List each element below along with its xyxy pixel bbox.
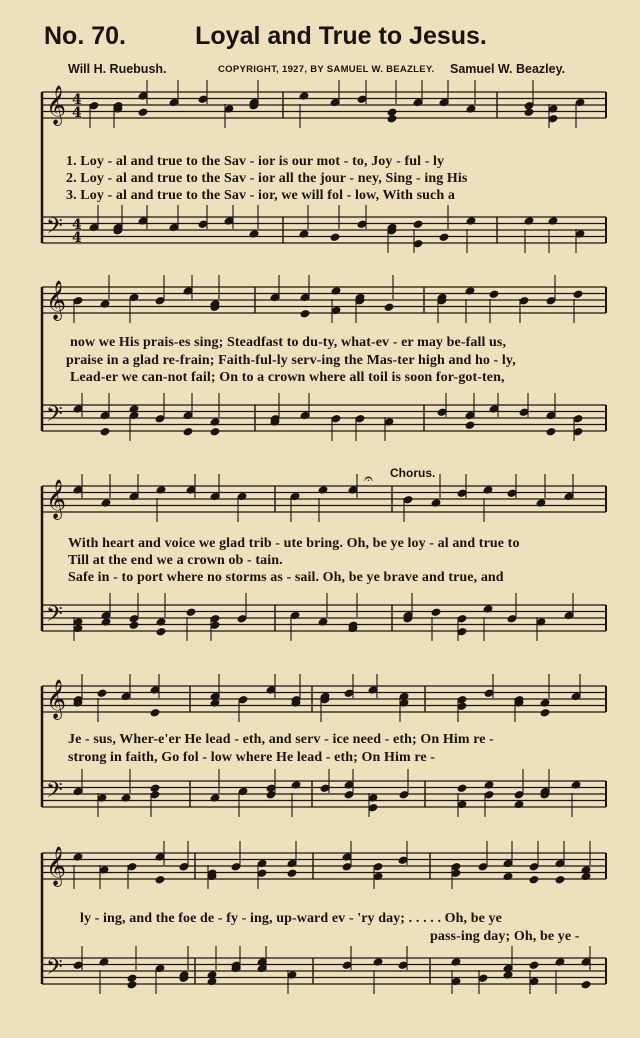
note-head [555,875,566,885]
svg-text:4: 4 [72,105,82,121]
note-head [571,780,582,790]
note-head [156,617,167,627]
note-head [331,286,342,296]
treble-clef-icon: 𝄞 [46,479,67,519]
note-head [287,868,298,878]
time-signature: 4 [72,217,82,233]
note-head [581,980,592,990]
note-head [156,485,167,495]
note-head [210,427,221,437]
note-head [121,793,132,803]
lyricist-credit: Will H. Ruebush. [68,62,167,76]
note-head [466,216,477,226]
lyric-line: strong in faith, Go fol - low where He lead - eth; On Him re - [68,750,436,765]
note-head [529,875,540,885]
note-head [439,232,450,242]
treble-clef-icon: 𝄞 [46,679,67,719]
lyric-line: praise in a glad re-frain; Faith-ful-ly serv-ing the Mas-ter high and ho - ly, [66,353,516,368]
note-head [291,780,302,790]
note-head [100,427,111,437]
treble-clef-icon: 𝄞 [46,846,67,886]
lyric-line: Je - sus, Wher-e'er He lead - eth, and serv - ice need - eth; On Him re - [68,732,494,747]
note-head [207,977,218,987]
lyric-line: With heart and voice we glad trib - ute bring. Oh, be ye loy - al and true to [68,536,520,551]
note-head [413,219,424,229]
note-head [97,688,108,698]
bass-clef-icon: 𝄢 [46,602,63,632]
note-head [299,91,310,101]
note-head [536,498,547,508]
note-head [465,286,476,296]
note-head [384,302,395,312]
note-head [451,957,462,967]
note-head [101,617,112,627]
treble-clef-icon: 𝄞 [46,280,67,320]
bass-clef-icon: 𝄢 [46,955,63,985]
lyric-line: 1. Loy - al and true to the Sav - ior is our mot - to, Joy - ful - ly [66,154,445,169]
lyric-line: pass-ing day; Oh, be ye - [430,929,580,944]
note-head [318,617,329,627]
note-head [300,309,311,319]
note-head [483,485,494,495]
lyric-line: ly - ing, and the foe de - fy - ing, up-ward ev - 'ry day; . . . . . Oh, be ye [80,911,502,926]
note-head [466,104,477,114]
note-head [100,299,111,309]
note-head [548,216,559,226]
note-head [546,427,557,437]
note-head [73,852,84,862]
note-head [489,289,500,299]
note-head [529,960,540,970]
chorus-label: Chorus. [390,466,436,480]
note-head [514,800,525,810]
note-head [249,229,260,239]
lyric-line: 2. Loy - al and true to the Sav - ior all the jour - ney, Sing - ing His [66,171,468,186]
note-head [581,872,592,882]
lyric-line: Safe in - to port where no storms as - sail. Oh, be ye brave and true, and [68,570,504,585]
treble-clef-icon: 𝄞 [46,85,67,125]
note-head [540,698,551,708]
note-head [186,607,197,617]
time-signature: 4 [72,92,82,108]
lyric-line: Lead-er we can-not fail; On to a crown where all toil is soon for-got-ten, [70,370,505,385]
note-head [540,708,551,718]
bass-clef-icon: 𝄢 [46,214,63,244]
note-head [129,620,140,630]
note-head [483,604,494,614]
note-head [484,780,495,790]
hymn-title: Loyal and True to Jesus. [195,22,487,50]
lyric-line: now we His prais-es sing; Steadfast to du-ty, what-ev - er may be-fall us, [70,335,507,350]
note-head [373,957,384,967]
note-head [318,485,329,495]
note-head [330,232,341,242]
note-head [299,229,310,239]
lyric-line: 3. Loy - al and true to the Sav - ior, we will fol - low, With such a [66,188,455,203]
composer-credit: Samuel W. Beazley. [450,62,566,76]
fermata-icon: 𝄐 [364,469,373,488]
note-head [431,607,442,617]
note-head [457,783,468,793]
note-head [183,427,194,437]
note-head [210,417,221,427]
note-head [503,872,514,882]
note-head [127,980,138,990]
note-head [150,708,161,718]
note-head [210,793,221,803]
lyric-line: Till at the end we a crown ob - tain. [68,553,283,568]
note-head [431,498,442,508]
note-head [573,289,584,299]
note-head [156,627,167,637]
note-head [524,216,535,226]
note-head [555,957,566,967]
note-head [465,420,476,430]
copyright-notice: COPYRIGHT, 1927, BY SAMUEL W. BEAZLEY. [218,64,435,75]
note-head [155,875,166,885]
bass-clef-icon: 𝄢 [46,778,63,808]
hymn-number: No. 70. [44,22,126,50]
note-head [138,107,149,117]
note-head [99,957,110,967]
note-head [101,498,112,508]
svg-text:4: 4 [72,230,82,246]
note-head [210,698,221,708]
note-head [387,114,398,124]
bass-clef-icon: 𝄢 [46,402,63,432]
